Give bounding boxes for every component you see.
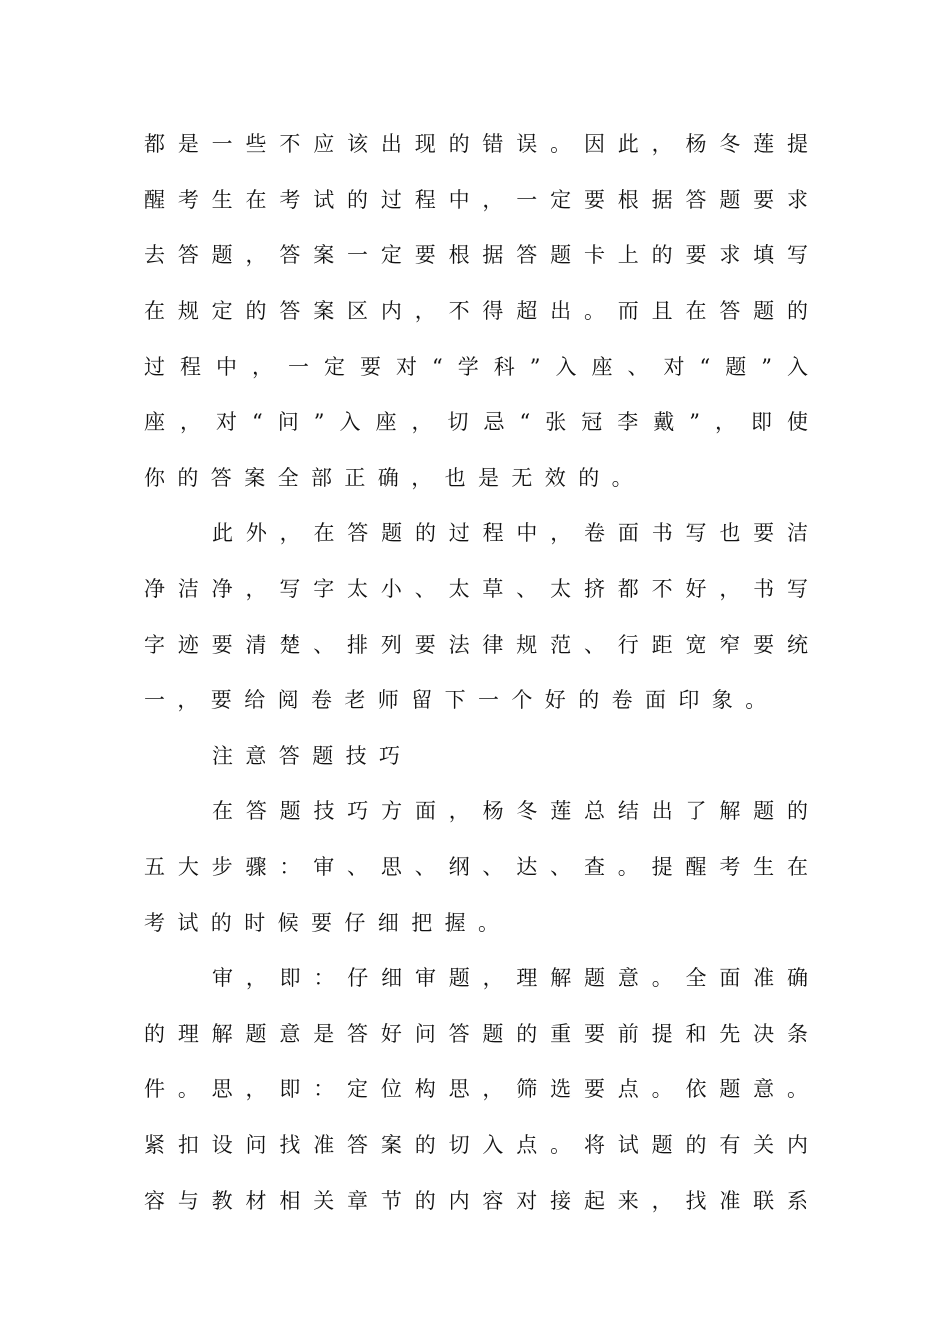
text-line-6: 座，对“问”入座，切忌“张冠李戴”，即使 bbox=[144, 410, 808, 434]
text-line-15: 考试的时候要仔细把握。 bbox=[144, 911, 512, 935]
text-line-11: 一，要给阅卷老师留下一个好的卷面印象。 bbox=[144, 688, 779, 712]
text-line-10: 字迹要清楚、排列要法律规范、行距宽窄要统 bbox=[144, 633, 808, 657]
text-line-19: 紧扣设问找准答案的切入点。将试题的有关内 bbox=[144, 1133, 808, 1157]
paragraph-start-line: 在答题技巧方面，杨冬莲总结出了解题的 bbox=[212, 799, 808, 823]
paragraph-start-line: 此外，在答题的过程中，卷面书写也要洁 bbox=[212, 521, 808, 545]
text-line-7: 你的答案全部正确，也是无效的。 bbox=[144, 466, 645, 490]
text-line-3: 去答题，答案一定要根据答题卡上的要求填写 bbox=[144, 243, 808, 267]
section-heading: 注意答题技巧 bbox=[212, 744, 413, 768]
text-line-14: 五大步骤：审、思、纲、达、查。提醒考生在 bbox=[144, 855, 808, 879]
text-line-9: 净洁净，写字太小、太草、太挤都不好，书写 bbox=[144, 577, 808, 601]
text-line-17: 的理解题意是答好问答题的重要前提和先决条 bbox=[144, 1022, 808, 1046]
text-line-4: 在规定的答案区内，不得超出。而且在答题的 bbox=[144, 299, 808, 323]
paragraph-start-line: 审，即：仔细审题，理解题意。全面准确 bbox=[212, 966, 808, 990]
text-line-20: 容与教材相关章节的内容对接起来，找准联系 bbox=[144, 1189, 808, 1213]
text-line-2: 醒考生在考试的过程中，一定要根据答题要求 bbox=[144, 188, 808, 212]
text-line-18: 件。思，即：定位构思，筛选要点。依题意。 bbox=[144, 1077, 808, 1101]
text-line-1: 都是一些不应该出现的错误。因此，杨冬莲提 bbox=[144, 132, 808, 156]
text-line-5: 过程中，一定要对“学科”入座、对“题”入 bbox=[144, 355, 808, 379]
